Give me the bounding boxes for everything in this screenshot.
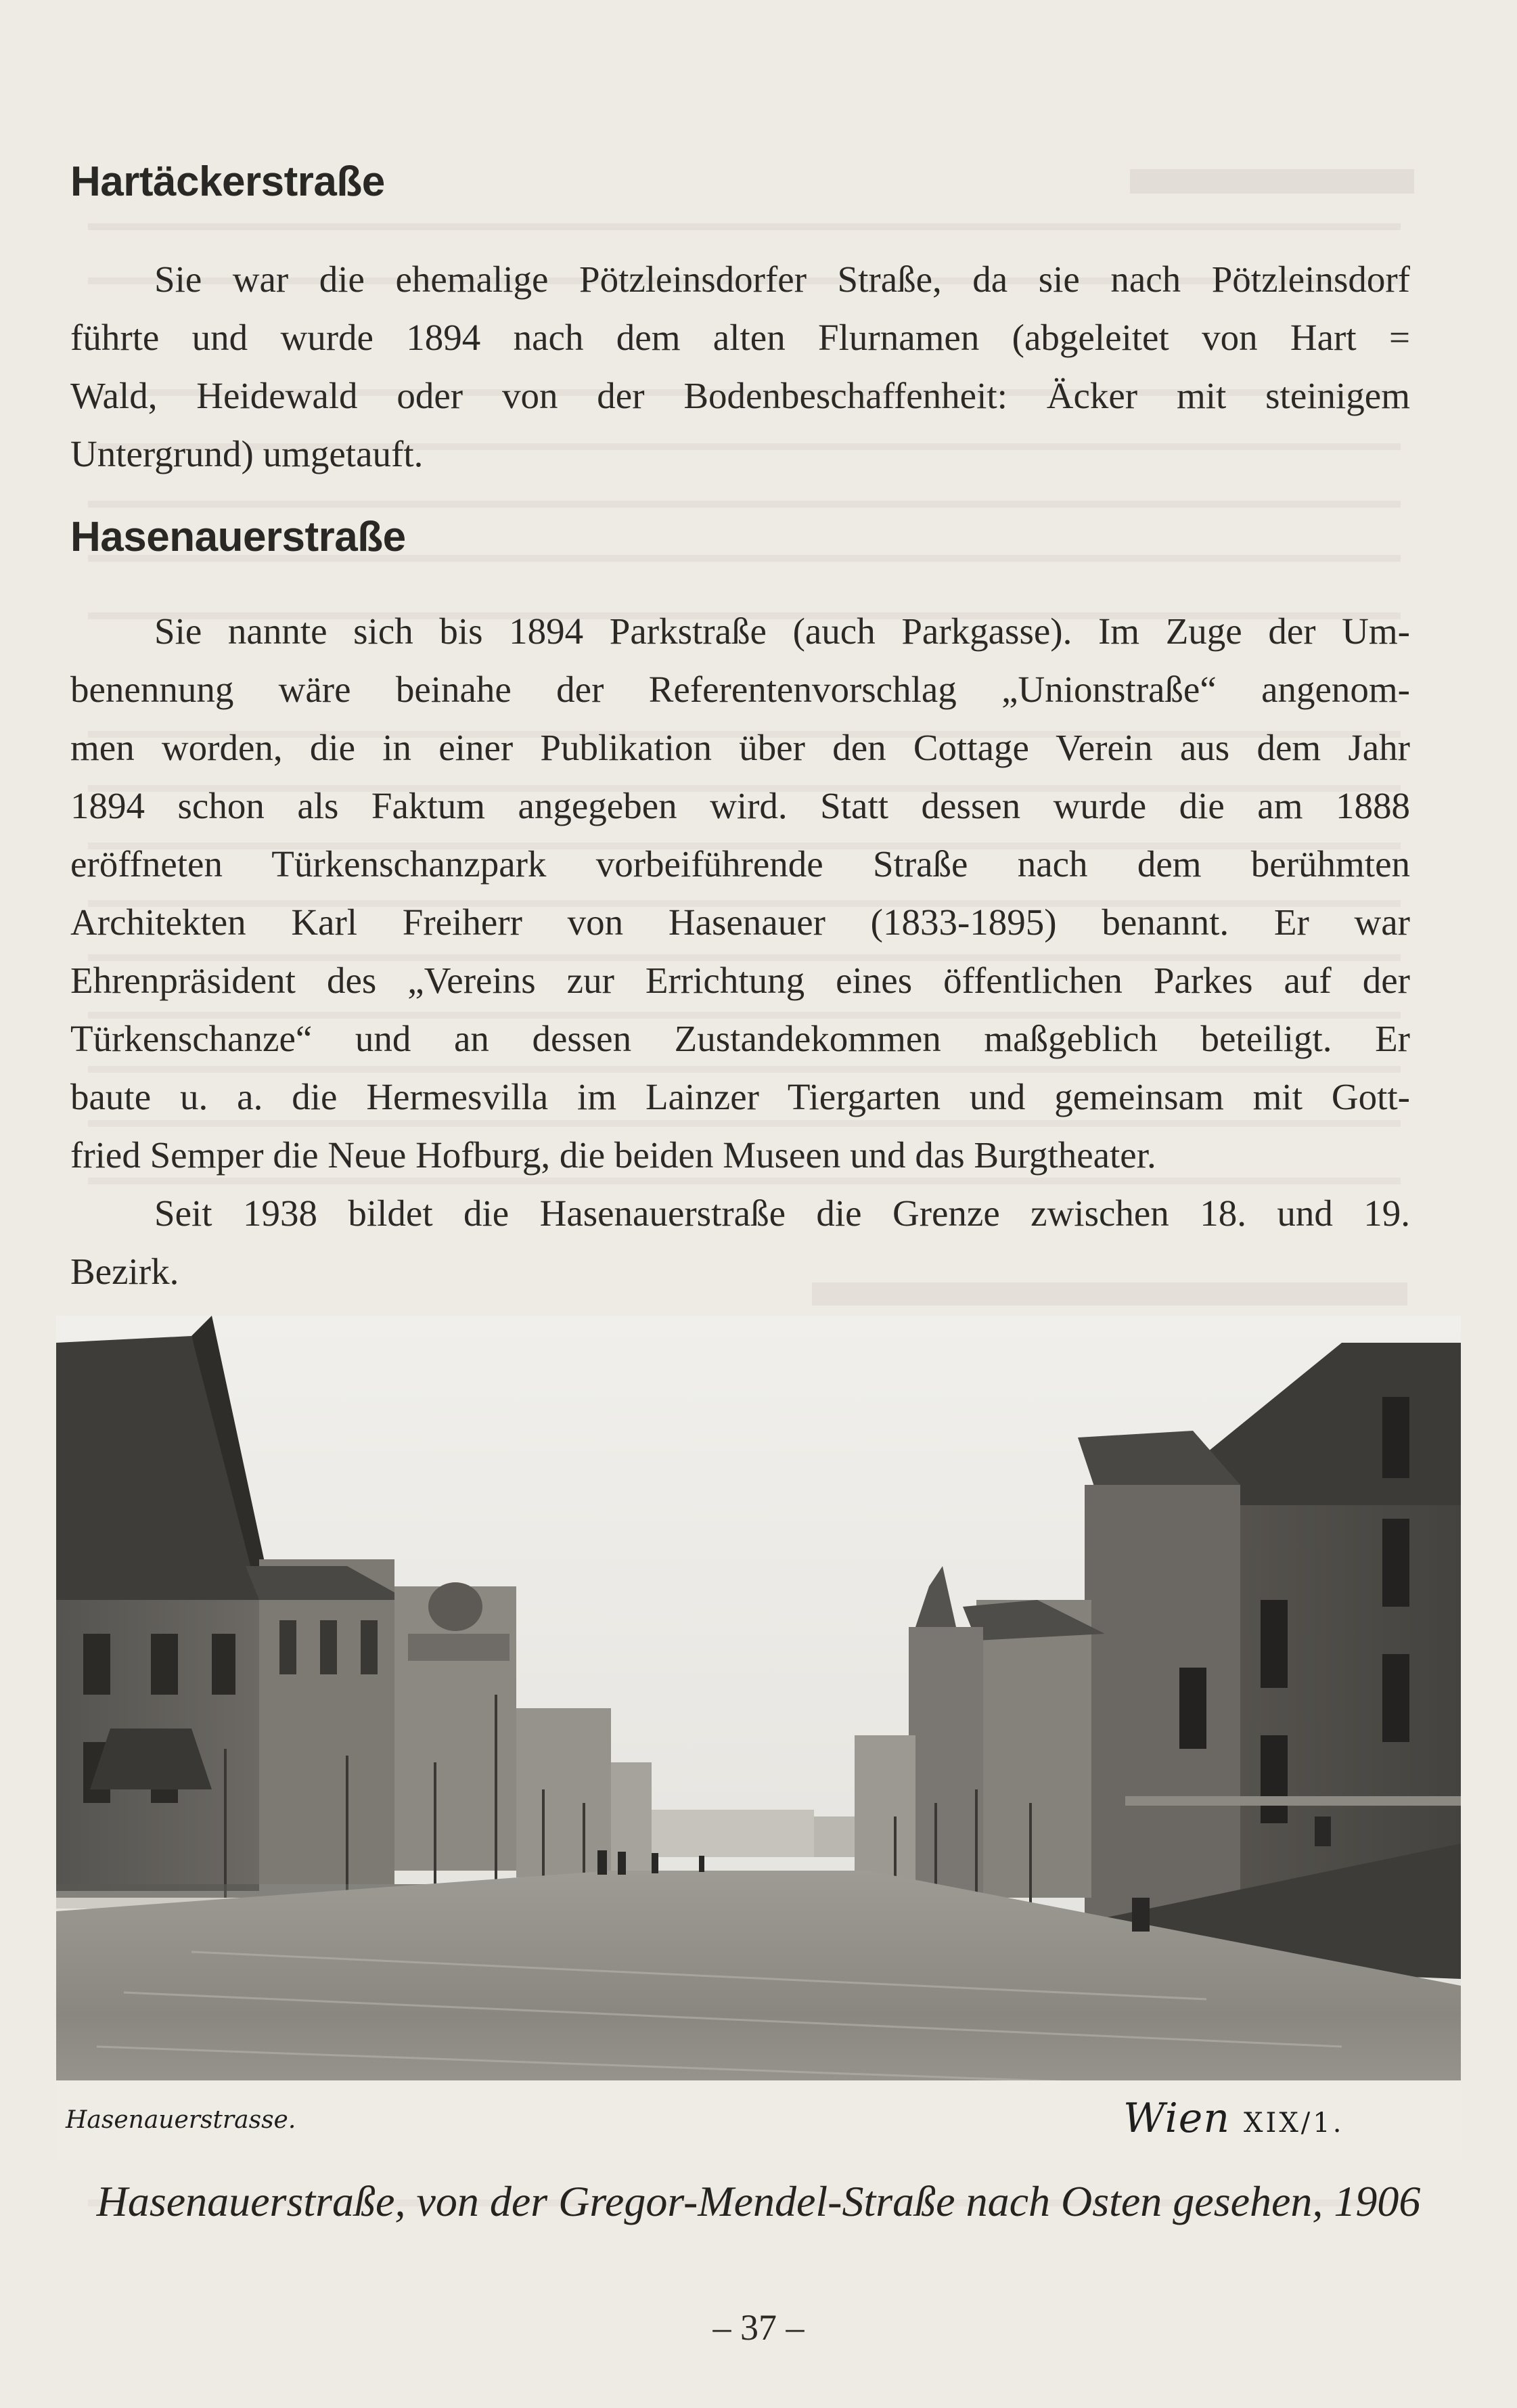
historic-street-photo xyxy=(56,1316,1461,2160)
text-line: Sie war die ehemalige Pötzleinsdorfer Straße, da sie nach Pötzleinsdorf xyxy=(154,259,1410,300)
text-line: men worden, die in einer Publikation über den Cottage Verein aus dem Jahr xyxy=(70,727,1410,768)
postcard-label-left: Hasenauerstrasse. xyxy=(66,2106,296,2134)
text-line: Türkenschanze“ und an dessen Zustandekommen maßgeblich beteiligt. Er xyxy=(70,1018,1410,1059)
postcard-label-district: XIX/1. xyxy=(1244,2108,1344,2139)
text-line: Ehrenpräsident des „Vereins zur Errichtung eines öffentlichen Parkes auf der xyxy=(70,960,1410,1001)
text-line: Wald, Heidewald oder von der Bodenbeschaffenheit: Äcker mit steinigem xyxy=(70,375,1410,416)
paragraph-hasenauerstrasse-border xyxy=(70,1184,1410,1301)
text-line: Seit 1938 bildet die Hasenauerstraße die Grenze zwischen 18. und 19. xyxy=(154,1192,1410,1234)
section-heading-hasenauerstrasse: Hasenauerstraße xyxy=(70,514,406,560)
text-line: Architekten Karl Freiherr von Hasenauer (1833-1895) benannt. Er war xyxy=(70,901,1410,943)
text-line: Sie nannte sich bis 1894 Parkstraße (auch Parkgasse). Im Zuge der Um- xyxy=(154,610,1410,652)
paragraph-hasenauerstrasse-history xyxy=(70,602,1410,1184)
section-heading-hartaeckerstrasse: Hartäckerstraße xyxy=(70,158,385,205)
text-line: eröffneten Türkenschanzpark vorbeiführende Straße nach dem berühmten xyxy=(70,843,1410,885)
text-line: führte und wurde 1894 nach dem alten Flurnamen (abgeleitet von Hart = xyxy=(70,317,1410,358)
text-line: Bezirk. xyxy=(70,1251,179,1292)
postcard-label-city: Wien xyxy=(1123,2095,1230,2142)
postcard-label-right xyxy=(1123,2095,1344,2142)
page-number: – 37 – xyxy=(712,2307,805,2348)
text-line: benennung wäre beinahe der Referentenvorschlag „Unionstraße“ angenom- xyxy=(70,669,1410,710)
figure-caption: Hasenauerstraße, von der Gregor-Mendel-Straße nach Osten gesehen, 1906 xyxy=(96,2177,1421,2225)
text-line: fried Semper die Neue Hofburg, die beiden Museen und das Burgtheater. xyxy=(70,1134,1156,1176)
text-line: baute u. a. die Hermesvilla im Lainzer Tiergarten und gemeinsam mit Gott- xyxy=(70,1076,1410,1117)
paragraph-hartaeckerstrasse xyxy=(70,250,1410,483)
text-line: 1894 schon als Faktum angegeben wird. Statt dessen wurde die am 1888 xyxy=(70,785,1410,826)
text-line: Untergrund) umgetauft. xyxy=(70,433,424,474)
